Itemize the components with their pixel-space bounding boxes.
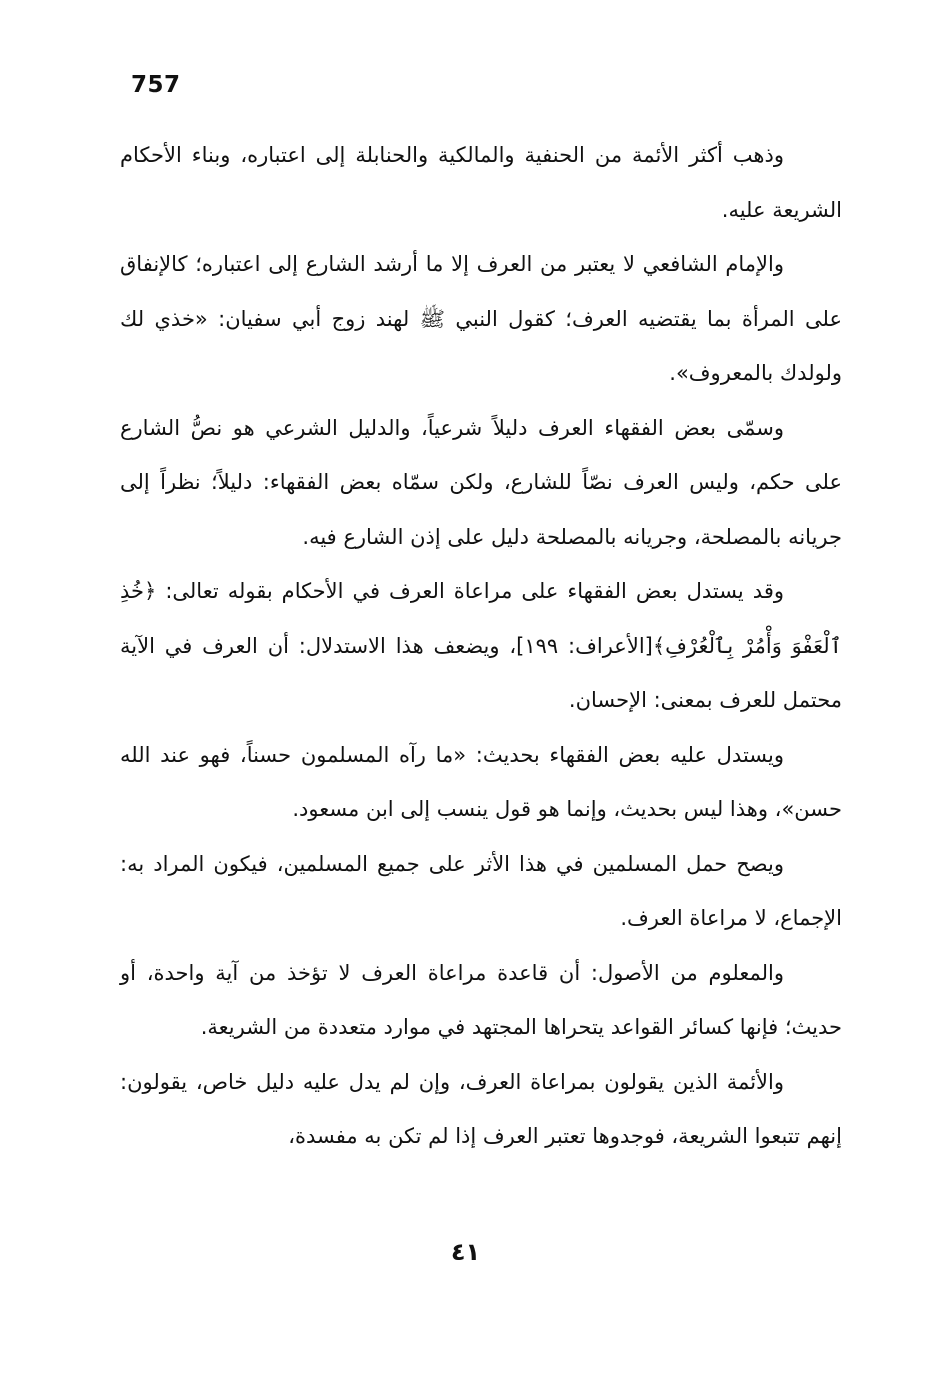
paragraph-7: والمعلوم من الأصول: أن قاعدة مراعاة العرف لا تؤخذ من آية واحدة، أو حديث؛ فإنها كسائر القواعد يتحراها المجتهد في موارد متعددة من الشريعة. xyxy=(120,960,842,1039)
page-number-top: 757 xyxy=(131,72,181,98)
paragraph-4: وقد يستدل بعض الفقهاء على مراعاة العرف في الأحكام بقوله تعالى: ﴿خُذِ ٱلْعَفْوَ وَأْمُرْ بِٱلْعُرْفِ﴾[الأعراف: ١٩٩]، ويضعف هذا الاستدلال: أن العرف في الآية محتمل للعرف بمعنى: الإحسان. xyxy=(120,579,842,712)
paragraph-8: والأئمة الذين يقولون بمراعاة العرف، وإن لم يدل عليه دليل خاص، يقولون: إنهم تتبعوا الشريعة، فوجدوها تعتبر العرف إذا لم تكن به مفسدة، xyxy=(120,1069,842,1148)
paragraph-5: ويستدل عليه بعض الفقهاء بحديث: «ما رآه المسلمون حسناً، فهو عند الله حسن»، وهذا ليس بحديث، وإنما هو قول ينسب إلى ابن مسعود. xyxy=(120,742,842,821)
main-text xyxy=(120,128,842,1164)
paragraph-2: والإمام الشافعي لا يعتبر من العرف إلا ما أرشد الشارع إلى اعتباره؛ كالإنفاق على المرأة بما يقتضيه العرف؛ كقول النبي ﷺ لهند زوج أبي سفيان: «خذي لك ولولدك بالمعروف». xyxy=(120,252,842,385)
paragraph-1: وذهب أكثر الأئمة من الحنفية والمالكية والحنابلة إلى اعتباره، وبناء الأحكام الشريعة عليه. xyxy=(120,143,842,222)
paragraph-3: وسمّى بعض الفقهاء العرف دليلاً شرعياً، والدليل الشرعي هو نصُّ الشارع على حكم، وليس العرف نصّاً للشارع، ولكن سمّاه بعض الفقهاء: دليلاً؛ نظراً إلى جريانه بالمصلحة، وجريانه بالمصلحة دليل على إذن الشارع فيه. xyxy=(120,415,842,549)
paragraph-6: ويصح حمل المسلمين في هذا الأثر على جميع المسلمين، فيكون المراد به: الإجماع، لا مراعاة العرف. xyxy=(120,851,842,930)
page-number-bottom: ٤١ xyxy=(450,1238,481,1266)
